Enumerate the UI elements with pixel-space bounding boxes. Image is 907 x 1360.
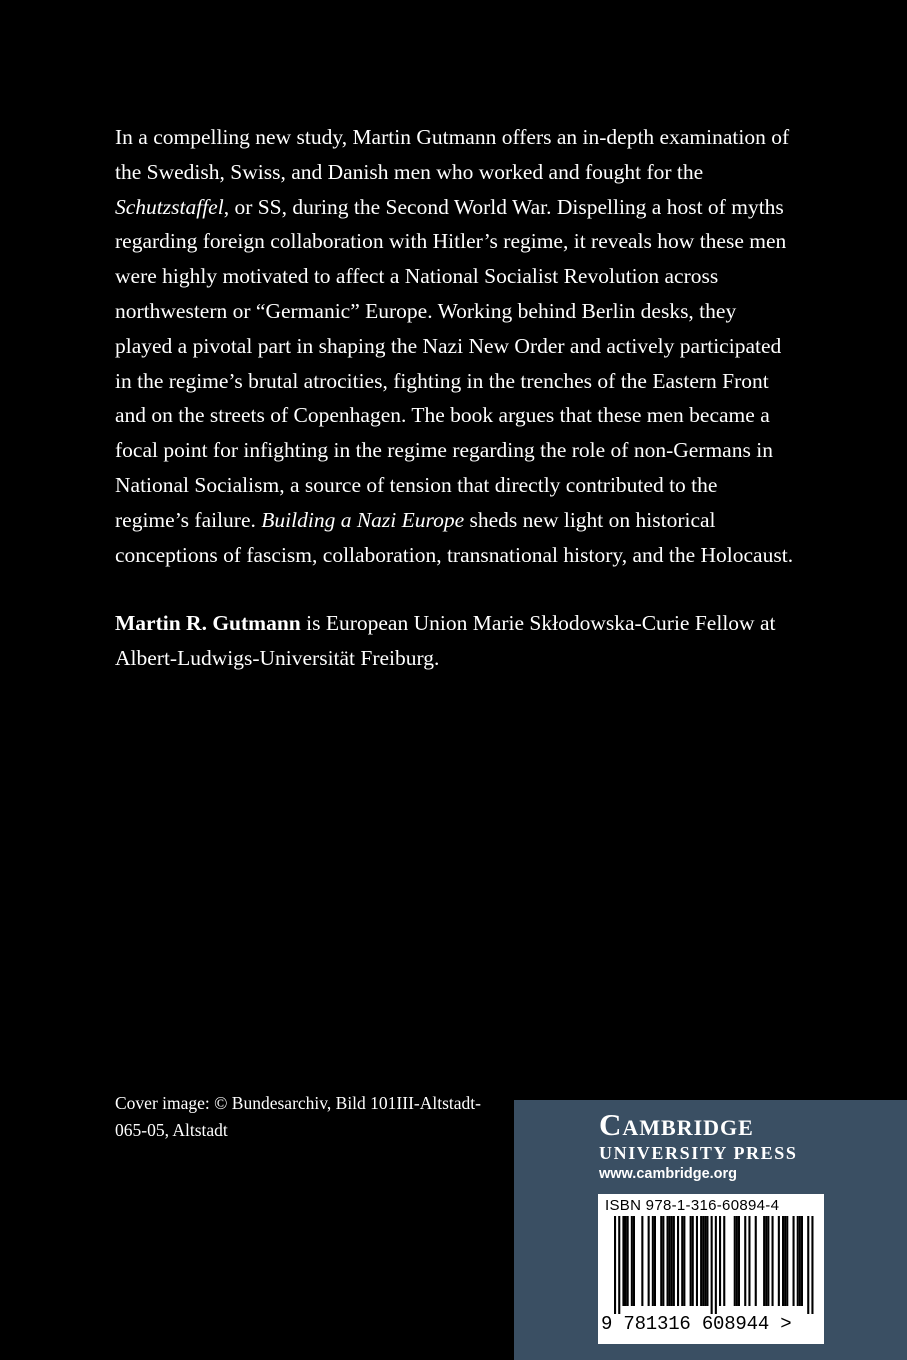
- barcode-bar: [734, 1216, 736, 1306]
- description-part: , or SS, during the Second World War. Dispelling a host of myths regarding foreign collaboration with Hitler’s regime, it reveals how these men were highly motivated to affect a National Socialist Revolution across northwestern or “Germanic” Europe. Working behind Berlin desks, they played a pivotal part in shaping the Nazi New Order and actively participated in the regime’s brutal atrocities, fighting in the trenches of the Eastern Front and on the streets of Copenhagen. The book argues that these men became a focal point for infighting in the regime regarding the role of non-Germans in National Socialism, a source of tension that directly contributed to the regime’s failure.: [115, 194, 787, 532]
- barcode-bar: [799, 1216, 801, 1306]
- barcode-bar: [706, 1216, 708, 1306]
- barcode-bar: [786, 1216, 788, 1306]
- barcode-bar: [652, 1216, 654, 1306]
- description-part: In a compelling new study, Martin Gutmann offers an in-depth examination of the Swedish, Swiss, and Danish men who worked and fought for the: [115, 125, 790, 184]
- barcode-bar: [667, 1216, 669, 1306]
- barcode-bars-icon: [604, 1216, 818, 1314]
- barcode-bar: [784, 1216, 786, 1306]
- barcode-bar: [763, 1216, 765, 1306]
- barcode-bar: [719, 1216, 721, 1306]
- barcode-bar: [702, 1216, 704, 1306]
- barcode-bar: [811, 1216, 813, 1314]
- barcode-box: [598, 1194, 824, 1344]
- barcode-bar: [648, 1216, 650, 1306]
- barcode-bar: [767, 1216, 769, 1306]
- barcode-bar: [622, 1216, 624, 1306]
- publisher-url: www.cambridge.org: [599, 1166, 738, 1182]
- barcode-bar: [748, 1216, 750, 1306]
- description-part: sheds new light on historical conceptions of fascism, collaboration, transnational history, and the Holocaust.: [115, 507, 794, 567]
- barcode-bar: [681, 1216, 683, 1306]
- publisher-logo: [599, 1108, 797, 1184]
- barcode-bar: [631, 1216, 633, 1306]
- author-bio: [115, 606, 795, 676]
- barcode-bar: [778, 1216, 780, 1306]
- barcode-bar: [641, 1216, 643, 1306]
- barcode-bar: [614, 1216, 616, 1314]
- barcode-bar: [618, 1216, 620, 1314]
- barcode-bar: [807, 1216, 809, 1314]
- barcode-bar: [738, 1216, 740, 1306]
- barcode-bar: [692, 1216, 694, 1306]
- barcode-bar: [782, 1216, 784, 1306]
- publisher-panel: [514, 1100, 907, 1360]
- barcode-bar: [683, 1216, 685, 1306]
- barcode-bar: [662, 1216, 664, 1306]
- italic-title: Schutzstaffel: [115, 194, 224, 219]
- description-paragraph: [115, 120, 795, 572]
- barcode-bar: [625, 1216, 627, 1306]
- barcode-bar: [633, 1216, 635, 1306]
- publisher-name: Cambridge: [599, 1107, 754, 1142]
- barcode-bar: [696, 1216, 698, 1306]
- barcode-bar: [736, 1216, 738, 1306]
- barcode-bar: [671, 1216, 673, 1306]
- barcode-bar: [669, 1216, 671, 1306]
- barcode-bar: [744, 1216, 746, 1306]
- barcode-bar: [660, 1216, 662, 1306]
- barcode-bar: [627, 1216, 629, 1306]
- barcode-bar: [700, 1216, 702, 1306]
- barcode-bar: [673, 1216, 675, 1306]
- barcode-bar: [677, 1216, 679, 1306]
- barcode-bar: [755, 1216, 757, 1306]
- barcode-bar: [690, 1216, 692, 1306]
- barcode-bar: [711, 1216, 713, 1314]
- barcode-digits: 9 781316 608944 >: [601, 1313, 792, 1335]
- back-cover-blurb: [115, 120, 795, 676]
- barcode-bar: [801, 1216, 803, 1306]
- barcode-bar: [654, 1216, 656, 1306]
- barcode-bar: [797, 1216, 799, 1306]
- cover-image-credit: Cover image: © Bundesarchiv, Bild 101III-Altstadt-065-05, Altstadt: [115, 1093, 481, 1140]
- author-bio-text: is European Union Marie Skłodowska-Curie Fellow at Albert-Ludwigs-Universität Freiburg.: [115, 611, 776, 671]
- barcode-bar: [704, 1216, 706, 1306]
- isbn-label: ISBN 978-1-316-60894-4: [605, 1197, 780, 1214]
- barcode-bar: [765, 1216, 767, 1306]
- italic-book-title: Building a Nazi Europe: [261, 507, 465, 532]
- barcode-bar: [715, 1216, 717, 1314]
- barcode-bar: [723, 1216, 725, 1306]
- publisher-subtitle: UNIVERSITY PRESS: [599, 1143, 798, 1163]
- barcode-bar: [772, 1216, 774, 1306]
- author-name: Martin R. Gutmann: [115, 611, 301, 636]
- barcode-bar: [793, 1216, 795, 1306]
